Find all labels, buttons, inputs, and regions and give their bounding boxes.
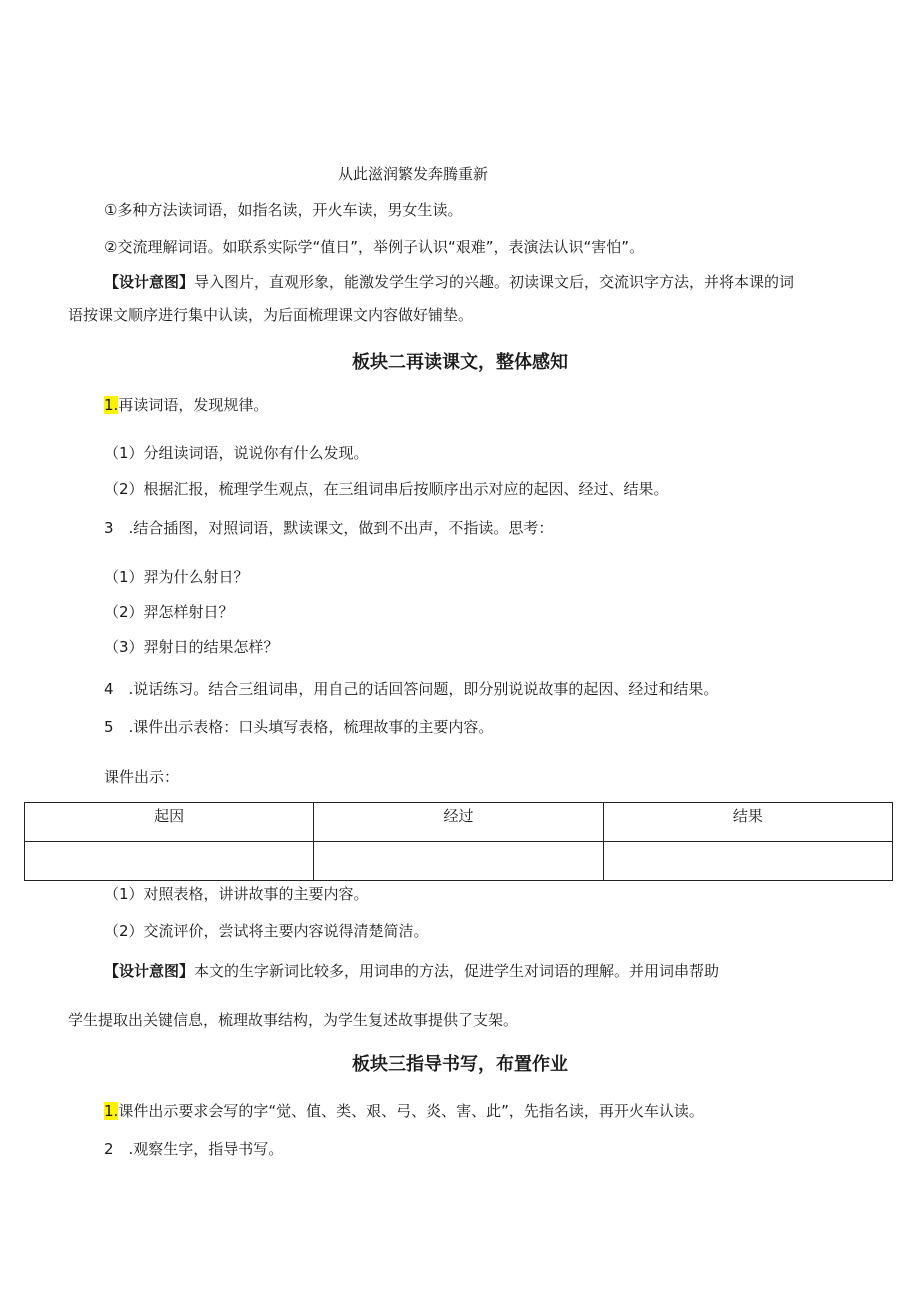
block2-step-1-sub-1: （1）分组读词语，说说你有什么发现。 — [104, 444, 369, 462]
table-cell-cause — [25, 842, 314, 881]
block2-step-1 — [104, 394, 268, 416]
block2-after-1: （1）对照表格，讲讲故事的主要内容。 — [104, 885, 369, 903]
part1-design-intent-cont: 语按课文顺序进行集中认读，为后面梳理课文内容做好铺垫。 — [68, 306, 474, 324]
table-row — [25, 842, 893, 881]
block2-design-intent — [104, 960, 719, 982]
courseware-table — [24, 802, 893, 881]
design-intent-label: 【设计意图】 — [104, 273, 195, 291]
block2-step-3-sub-1: （1）羿为什么射日？ — [104, 568, 249, 586]
block2-after-2: （2）交流评价，尝试将主要内容说得清楚简洁。 — [104, 922, 429, 940]
block2-step-1-sub-2: （2）根据汇报，梳理学生观点，在三组词串后按顺序出示对应的起因、经过、结果。 — [104, 480, 669, 498]
table-header-row — [25, 803, 893, 842]
step-number-highlight: 1. — [104, 1102, 119, 1120]
block2-heading: 板块二再读课文，整体感知 — [352, 352, 568, 373]
block2-step-3: 3 .结合插图，对照词语，默读课文，做到不出声，不指读。思考： — [104, 519, 554, 537]
step-text: 课件出示要求会写的字“觉、值、类、艰、弓、炎、害、此”，先指名读，再开火车认读。 — [118, 1102, 704, 1120]
table-header-process: 经过 — [314, 803, 603, 842]
block2-step-3-sub-3: （3）羿射日的结果怎样？ — [104, 638, 279, 656]
block3-heading: 板块三指导书写，布置作业 — [352, 1054, 568, 1075]
design-intent-text: 本文的生字新词比较多，用词串的方法，促进学生对词语的理解。并用词串帮助 — [194, 962, 720, 980]
block2-step-3-sub-2: （2）羿怎样射日？ — [104, 603, 234, 621]
design-intent-text: 导入图片，直观形象，能激发学生学习的兴趣。初读课文后，交流识字方法，并将本课的词 — [194, 273, 795, 291]
part1-item-2: ②交流理解词语。如联系实际学“值日”，举例子认识“艰难”，表演法认识“害怕”。 — [104, 238, 645, 256]
step-number-highlight: 1. — [104, 396, 119, 414]
part1-item-1: ①多种方法读词语，如指名读，开火车读，男女生读。 — [104, 201, 463, 219]
block3-step-1 — [104, 1100, 704, 1122]
words-line: 从此滋润繁发奔腾重新 — [338, 165, 489, 183]
part1-design-intent — [104, 271, 794, 293]
step-text: 再读词语，发现规律。 — [118, 396, 269, 414]
table-header-cause: 起因 — [25, 803, 314, 842]
block3-step-2: 2 .观察生字，指导书写。 — [104, 1140, 284, 1158]
table-header-result: 结果 — [603, 803, 892, 842]
block2-design-intent-cont: 学生提取出关键信息，梳理故事结构，为学生复述故事提供了支架。 — [68, 1011, 519, 1029]
table-cell-process — [314, 842, 603, 881]
block2-step-4: 4 .说话练习。结合三组词串，用自己的话回答问题，即分别说说故事的起因、经过和结果。 — [104, 680, 719, 698]
courseware-label: 课件出示： — [104, 768, 180, 786]
design-intent-label: 【设计意图】 — [104, 962, 195, 980]
table-cell-result — [603, 842, 892, 881]
block2-step-5: 5 .课件出示表格：口头填写表格，梳理故事的主要内容。 — [104, 718, 494, 736]
